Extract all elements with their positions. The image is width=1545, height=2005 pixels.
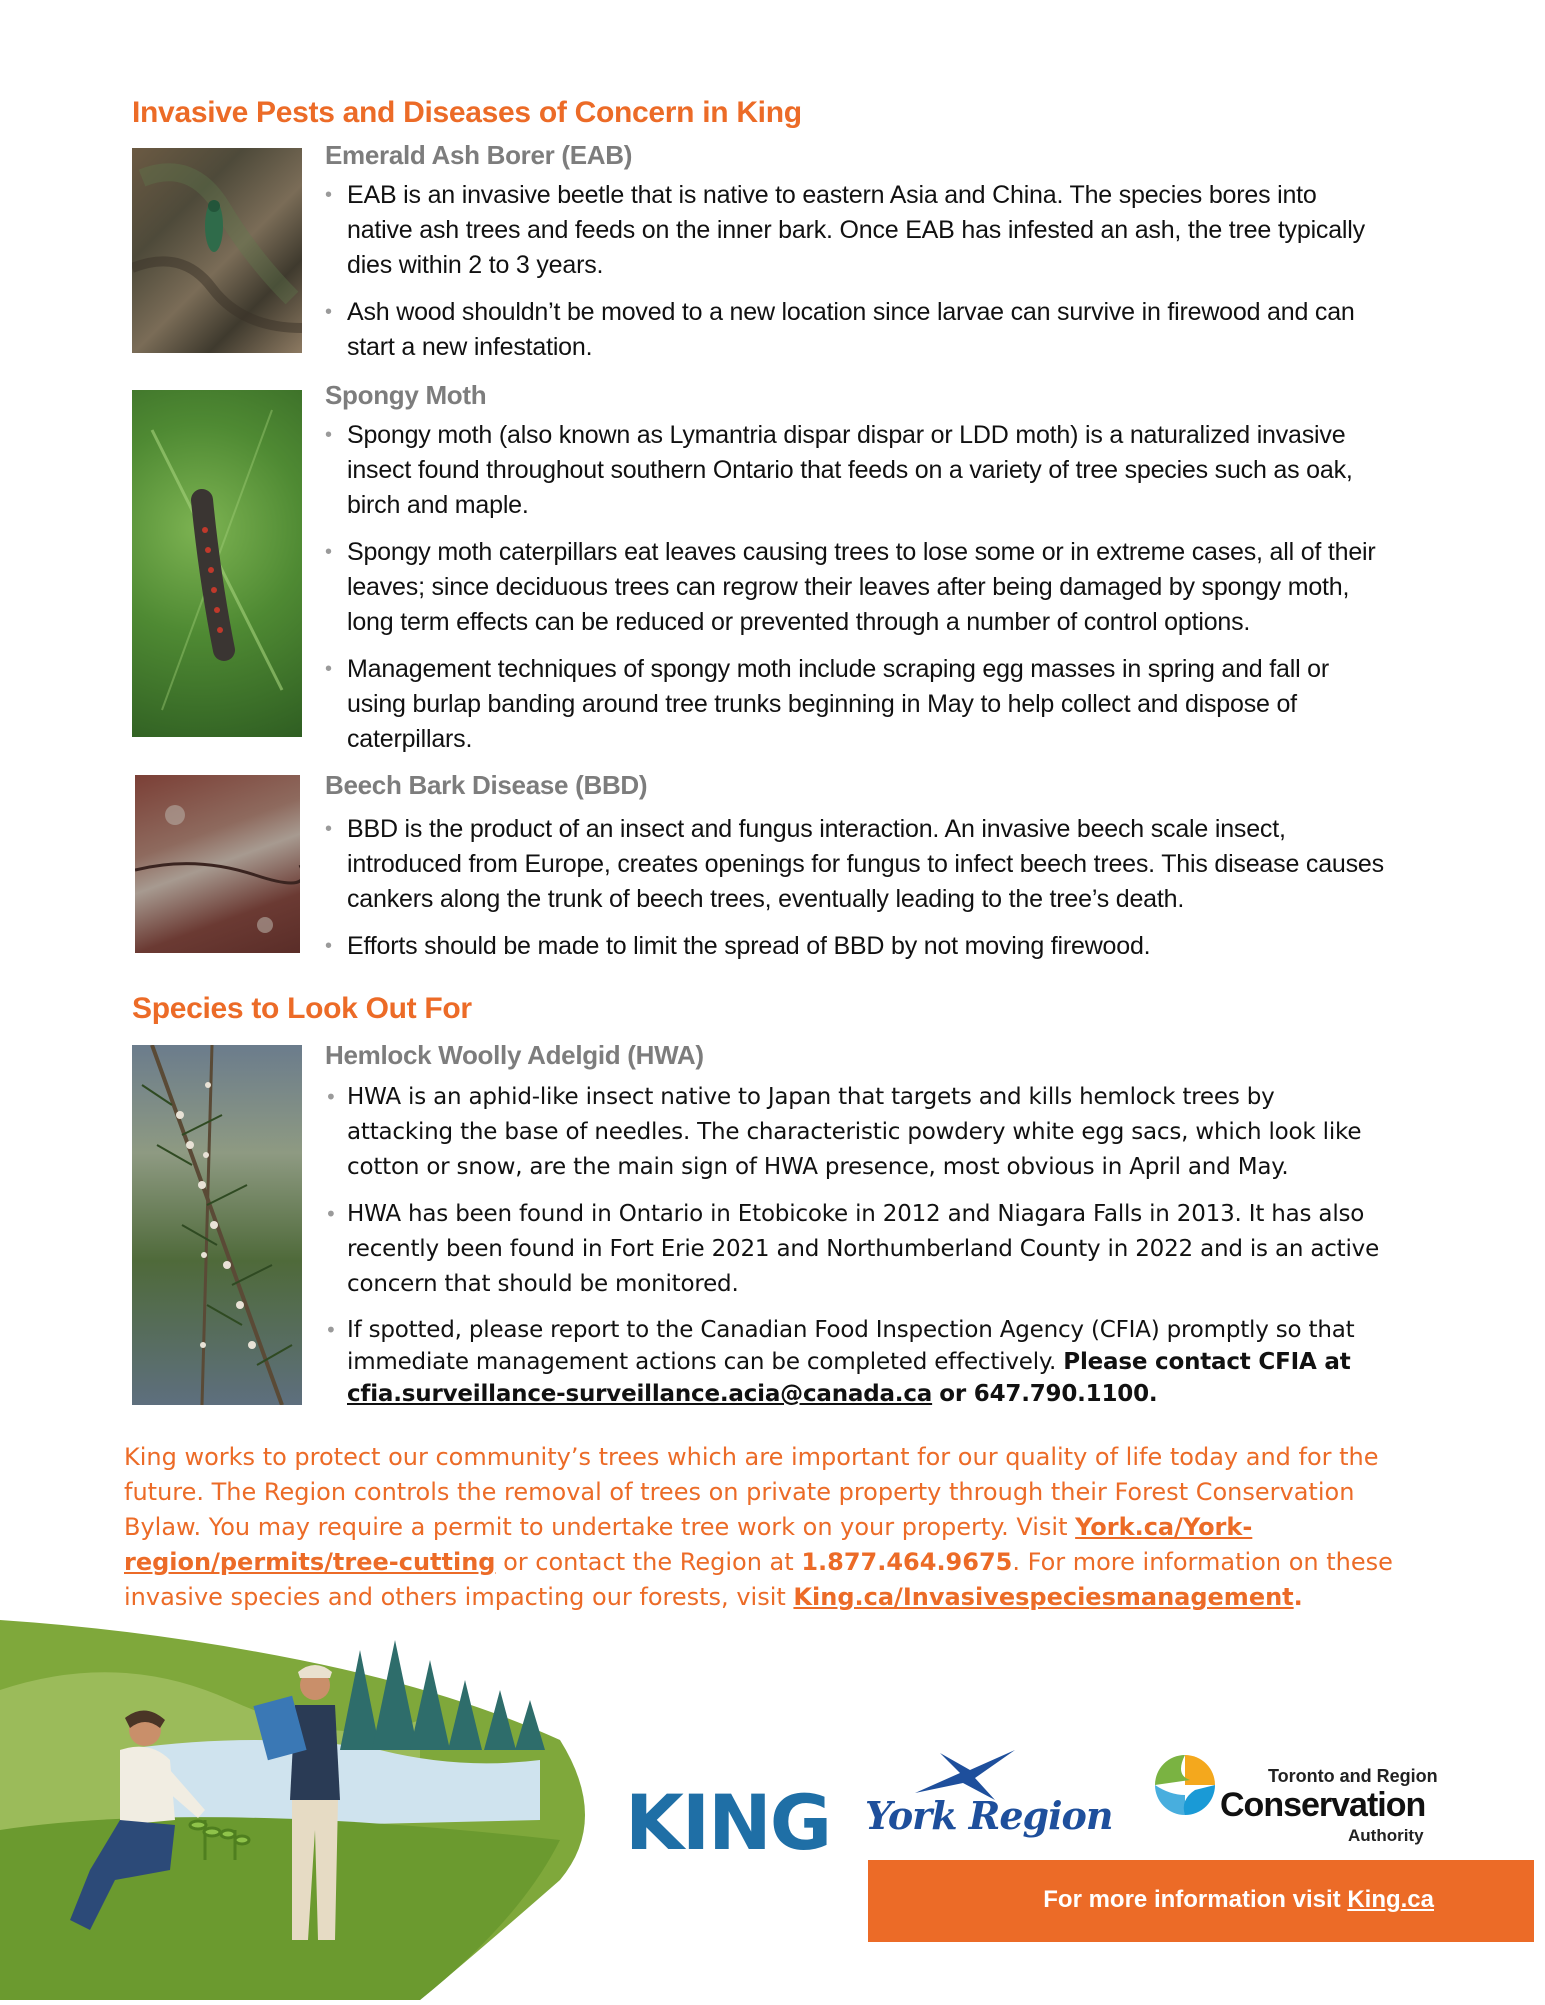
- contact-text: Please contact CFIA at: [1063, 1349, 1351, 1375]
- list-item: • Spongy moth caterpillars eat leaves causing trees to lose some or in extreme cases, all of their leaves; since deciduous trees can regrow their leaves after being damaged by spongy moth, long term effects can be reduced or prevented through a number of control options.: [325, 535, 1385, 640]
- footer-text: King works to protect our community’s trees which are important for our quality of life today and for the future. The Region controls the removal of trees on private property through their Forest Conservation Bylaw. You may require a permit to undertake tree work on your property. Visit: [124, 1443, 1379, 1541]
- trca-line3: Authority: [1348, 1826, 1424, 1845]
- spongy-moth-bullets: [325, 418, 1385, 769]
- eab-title: Emerald Ash Borer (EAB): [325, 140, 633, 170]
- cfia-email-link[interactable]: cfia.surveillance-surveillance.acia@canada.ca: [347, 1381, 933, 1407]
- invasive-species-link[interactable]: King.ca/Invasivespeciesmanagement: [793, 1583, 1294, 1611]
- list-item: • BBD is the product of an insect and fungus interaction. An invasive beech scale insect, introduced from Europe, creates openings for fungus to infect beech trees. This disease causes cankers along the trunk of beech trees, eventually leading to the tree’s death.: [325, 812, 1385, 917]
- banner-text: [1043, 1886, 1434, 1914]
- york-region-wordmark: York Region: [865, 1793, 1113, 1838]
- trca-line1: Toronto and Region: [1268, 1766, 1438, 1786]
- trca-mark-icon: [1150, 1750, 1220, 1820]
- trca-line2: Conservation: [1220, 1786, 1426, 1824]
- section-heading: Invasive Pests and Diseases of Concern in King: [132, 96, 802, 129]
- eab-bullets: [325, 178, 1385, 377]
- list-item: • Management techniques of spongy moth include scraping egg masses in spring and fall or using burlap banding around tree trunks beginning in May to help collect and dispose of caterpillars.: [325, 652, 1385, 757]
- york-region-logo: [865, 1748, 1115, 1858]
- list-item: • Spongy moth (also known as Lymantria dispar dispar or LDD moth) is a naturalized invasive insect found throughout southern Ontario that feeds on a variety of tree species such as oak, birch and maple.: [325, 418, 1385, 523]
- king-website-link[interactable]: King.ca: [1347, 1886, 1434, 1913]
- list-item: [325, 1314, 1385, 1410]
- tree-cutting-permit-link[interactable]: York.ca/York-region/permits/tree-cutting: [124, 1513, 1253, 1576]
- report-text: If spotted, please report to the Canadian Food Inspection Agency (CFIA) promptly so that immediate management actions can be completed effectively.: [347, 1317, 1355, 1375]
- list-item: • EAB is an invasive beetle that is native to eastern Asia and China. The species bores into native ash trees and feeds on the inner bark. Once EAB has infested an ash, the tree typically dies within 2 to 3 years.: [325, 178, 1385, 283]
- footer-text: . For more information on these invasive species and others impacting our forests, visit: [124, 1548, 1393, 1611]
- emerald-ash-borer-photo: [132, 148, 302, 353]
- cfia-phone: or 647.790.1100.: [939, 1381, 1158, 1407]
- hemlock-branch-photo: [132, 1045, 302, 1405]
- banner-label: For more information visit: [1043, 1886, 1341, 1913]
- more-info-banner: [868, 1860, 1534, 1942]
- section-heading: Species to Look Out For: [132, 992, 472, 1025]
- hwa-bullets: [325, 1080, 1385, 1422]
- list-item: • HWA is an aphid-like insect native to Japan that targets and kills hemlock trees by attacking the base of needles. The characteristic powdery white egg sacs, which look like cotton or snow, are the main sign of HWA presence, most obvious in April and May.: [325, 1080, 1385, 1185]
- footer-text: or contact the Region at: [503, 1548, 794, 1576]
- bbd-title: Beech Bark Disease (BBD): [325, 770, 648, 800]
- beech-bark-photo: [135, 775, 300, 953]
- list-item: • Efforts should be made to limit the spread of BBD by not moving firewood.: [325, 929, 1385, 964]
- bbd-bullets: [325, 812, 1385, 976]
- footer-paragraph: [124, 1440, 1424, 1615]
- footer-text: .: [1293, 1583, 1303, 1611]
- landscape-illustration: [0, 1620, 600, 2000]
- list-item: • Ash wood shouldn’t be moved to a new location since larvae can survive in firewood and can start a new infestation.: [325, 295, 1385, 365]
- hwa-title: Hemlock Woolly Adelgid (HWA): [325, 1040, 704, 1070]
- king-logo: KING: [625, 1778, 831, 1867]
- region-phone: 1.877.464.9675: [801, 1548, 1013, 1576]
- list-item: • HWA has been found in Ontario in Etobicoke in 2012 and Niagara Falls in 2013. It has also recently been found in Fort Erie 2021 and Northumberland County in 2022 and is an active concern that should be monitored.: [325, 1197, 1385, 1302]
- spongy-moth-title: Spongy Moth: [325, 380, 487, 410]
- trca-logo: [1150, 1750, 1450, 1860]
- spongy-moth-caterpillar-photo: [132, 390, 302, 737]
